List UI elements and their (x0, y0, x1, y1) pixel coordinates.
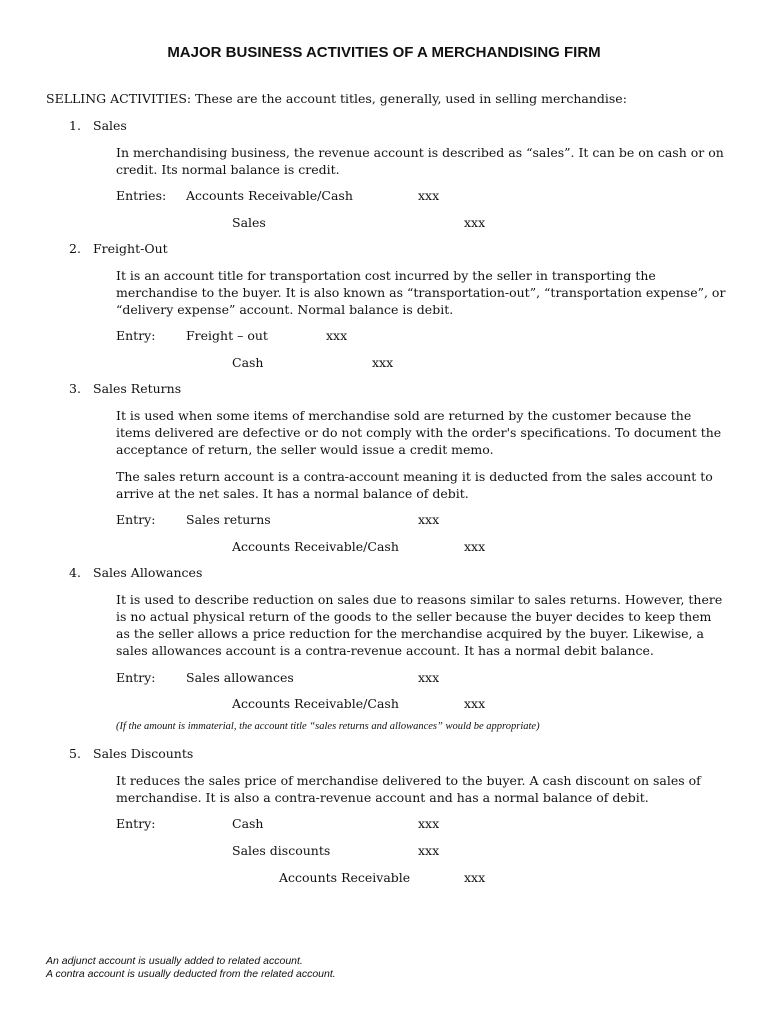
entry-amount: xxx (418, 843, 440, 858)
item-paragraph: It is an account title for transportation cost incurred by the seller in transporting the merchandise to the buyer. It is also known as “transportation-out”, “transportation expense”, or “delivery expense” account. Normal balance is debit. (116, 268, 726, 317)
entry-account: Sales allowances (186, 670, 294, 685)
entry-amount: xxx (464, 696, 486, 711)
entry-account: Accounts Receivable/Cash (232, 539, 399, 554)
entry-label: Entry: (116, 670, 156, 685)
item-heading: Sales (93, 118, 127, 133)
item-number: 3. (69, 381, 81, 396)
entry-account: Cash (232, 355, 264, 370)
entry-amount: xxx (418, 670, 440, 685)
item-paragraph: It reduces the sales price of merchandise delivered to the buyer. A cash discount on sales of merchandise. It is also a contra-revenue account and has a normal balance of debit. (116, 773, 701, 805)
entry-amount: xxx (464, 539, 486, 554)
entry-account: Sales returns (186, 512, 271, 527)
entry-amount: xxx (464, 215, 486, 230)
item-paragraph: It is used when some items of merchandise sold are returned by the customer because the items delivered are defective or do not comply with the order's specifications. To document the acceptance of return, the seller would issue a credit memo. (116, 408, 722, 457)
entry-account: Accounts Receivable/Cash (232, 696, 399, 711)
item-heading: Sales Discounts (93, 746, 194, 761)
entry-amount: xxx (372, 355, 394, 370)
entry-account: Cash (232, 816, 264, 831)
entry-label: Entry: (116, 328, 156, 343)
item-paragraph: The sales return account is a contra-account meaning it is deducted from the sales account to arrive at the net sales. It has a normal balance of debit. (116, 469, 713, 501)
entry-amount: xxx (418, 188, 440, 203)
entry-label: Entry: (116, 816, 156, 831)
entry-label: Entries: (116, 188, 167, 203)
item-paragraph: It is used to describe reduction on sales due to reasons similar to sales returns. However, there is no actual physical return of the goods to the seller because the buyer decides to keep them as the seller allows a price reduction for the merchandise acquired by the buyer. Likewise, a sales allowances account is a contra-revenue account. It has a normal debit balance. (116, 592, 723, 658)
item-number: 1. (69, 118, 81, 133)
item-paragraph: In merchandising business, the revenue account is described as “sales”. It can be on cash or on credit. Its normal balance is credit. (116, 145, 724, 177)
item-number: 2. (69, 241, 81, 256)
item-note: (If the amount is immaterial, the account title “sales returns and allowances” would be appropriate) (116, 721, 540, 732)
entry-amount: xxx (326, 328, 348, 343)
entry-account: Accounts Receivable (279, 870, 411, 885)
entry-account: Sales (232, 215, 266, 230)
entry-amount: xxx (464, 870, 486, 885)
item-number: 4. (69, 565, 81, 580)
entry-account: Accounts Receivable/Cash (186, 188, 353, 203)
entry-label: Entry: (116, 512, 156, 527)
intro-text: SELLING ACTIVITIES: These are the account titles, generally, used in selling merchandise: (46, 91, 627, 106)
entry-amount: xxx (418, 816, 440, 831)
item-heading: Freight-Out (93, 241, 168, 256)
entry-account: Sales discounts (232, 843, 331, 858)
entry-account: Freight – out (186, 328, 268, 343)
item-heading: Sales Allowances (93, 565, 203, 580)
entry-amount: xxx (418, 512, 440, 527)
item-heading: Sales Returns (93, 381, 182, 396)
item-number: 5. (69, 746, 81, 761)
page-title: MAJOR BUSINESS ACTIVITIES OF A MERCHANDISING FIRM (167, 44, 601, 61)
footnote: An adjunct account is usually added to related account. (46, 955, 303, 967)
footnote: A contra account is usually deducted from the related account. (46, 968, 336, 980)
